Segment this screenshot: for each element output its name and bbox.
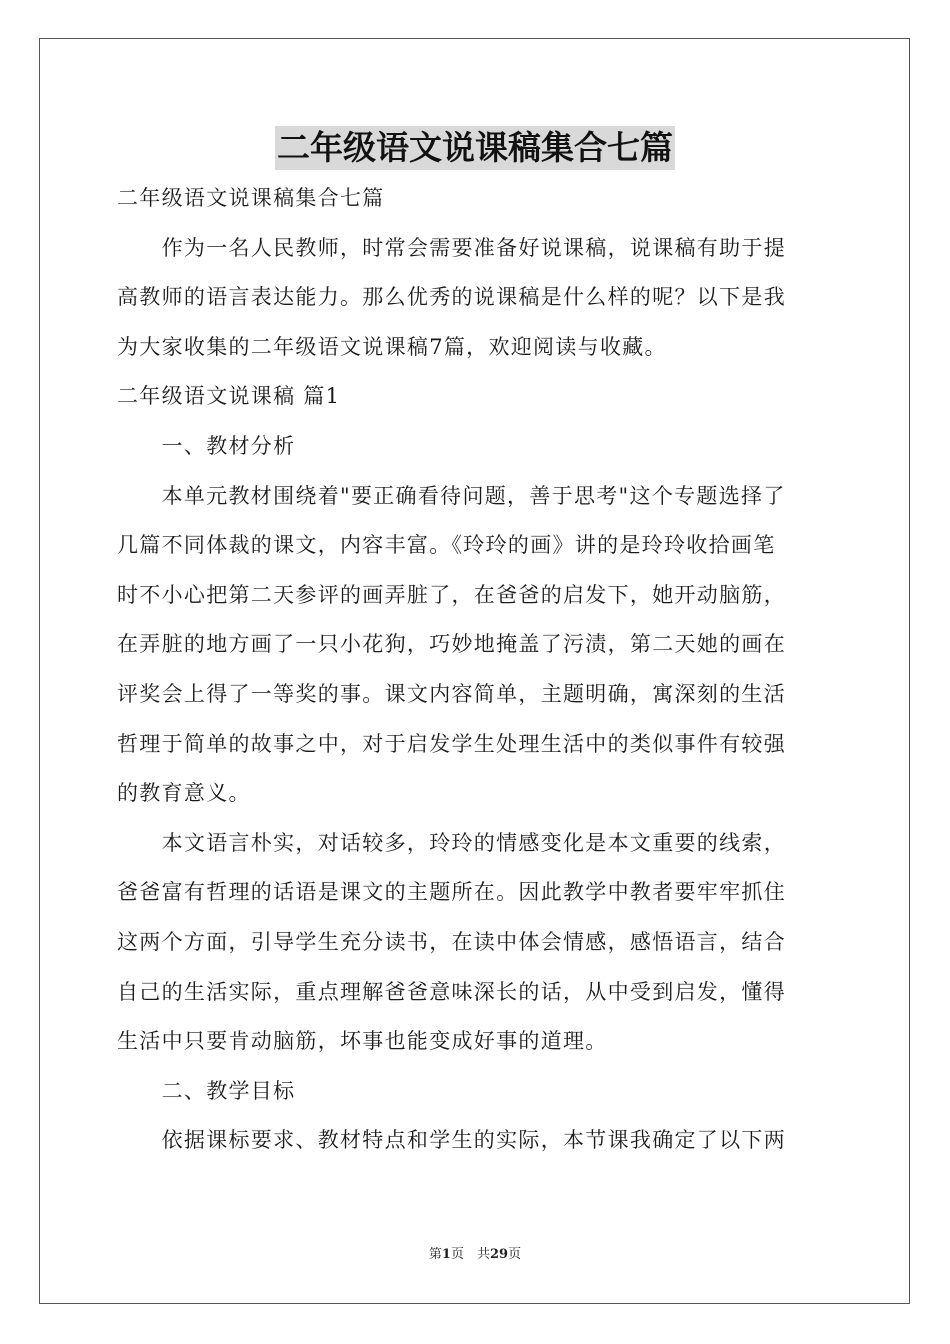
document-title: 二年级语文说课稿集合七篇 <box>275 126 675 170</box>
text-line: 一、教材分析 <box>117 433 296 458</box>
text-line: 二年级语文说课稿集合七篇 <box>117 186 385 210</box>
page-footer <box>0 1246 950 1264</box>
text-line: 时不小心把第二天参评的画弄脏了，在爸爸的启发下，她开动脑筋， <box>117 582 786 607</box>
text-line: 的教育意义。 <box>117 781 251 806</box>
page-total: 29 <box>489 1247 509 1262</box>
text-line: 本文语言朴实，对话较多，玲玲的情感变化是本文重要的线索， <box>117 830 786 855</box>
text-line: 依据课标要求、教材特点和学生的实际，本节课我确定了以下两 <box>117 1128 786 1153</box>
text-line: 哲理于简单的故事之中，对于启发学生处理生活中的类似事件有较强 <box>117 731 786 756</box>
text-line: 自己的生活实际，重点理解爸爸意味深长的话，从中受到启发，懂得 <box>117 979 786 1004</box>
text-line: 生活中只要肯动脑筋，坏事也能变成好事的道理。 <box>117 1029 608 1054</box>
page-label-suffix: 页 <box>508 1247 522 1262</box>
text-line: 爸爸富有哲理的话语是课文的主题所在。因此教学中教者要牢牢抓住 <box>117 880 786 905</box>
text-line: 高教师的语言表达能力。那么优秀的说课稿是什么样的呢？以下是我 <box>117 285 786 310</box>
text-line: 本单元教材围绕着"要正确看待问题，善于思考"这个专题选择了 <box>117 483 786 508</box>
text-line: 为大家收集的二年级语文说课稿7篇，欢迎阅读与收藏。 <box>117 334 667 359</box>
text-line: 在弄脏的地方画了一只小花狗，巧妙地掩盖了污渍，第二天她的画在 <box>117 632 786 657</box>
page-current: 1 <box>441 1247 451 1262</box>
page-label-prefix: 第 <box>428 1247 442 1262</box>
page-label-mid: 页 共 <box>450 1247 490 1262</box>
text-line: 二、教学目标 <box>117 1078 296 1103</box>
document-body <box>117 174 837 1166</box>
text-line: 二年级语文说课稿 篇1 <box>117 384 341 409</box>
text-line: 几篇不同体裁的课文，内容丰富。《玲玲的画》讲的是玲玲收拾画笔 <box>117 533 776 558</box>
title-container <box>0 126 950 170</box>
text-line: 这两个方面，引导学生充分读书，在读中体会情感，感悟语言，结合 <box>117 929 786 954</box>
text-line: 作为一名人民教师，时常会需要准备好说课稿，说课稿有助于提 <box>117 235 786 260</box>
text-line: 评奖会上得了一等奖的事。课文内容简单，主题明确，寓深刻的生活 <box>117 681 786 706</box>
